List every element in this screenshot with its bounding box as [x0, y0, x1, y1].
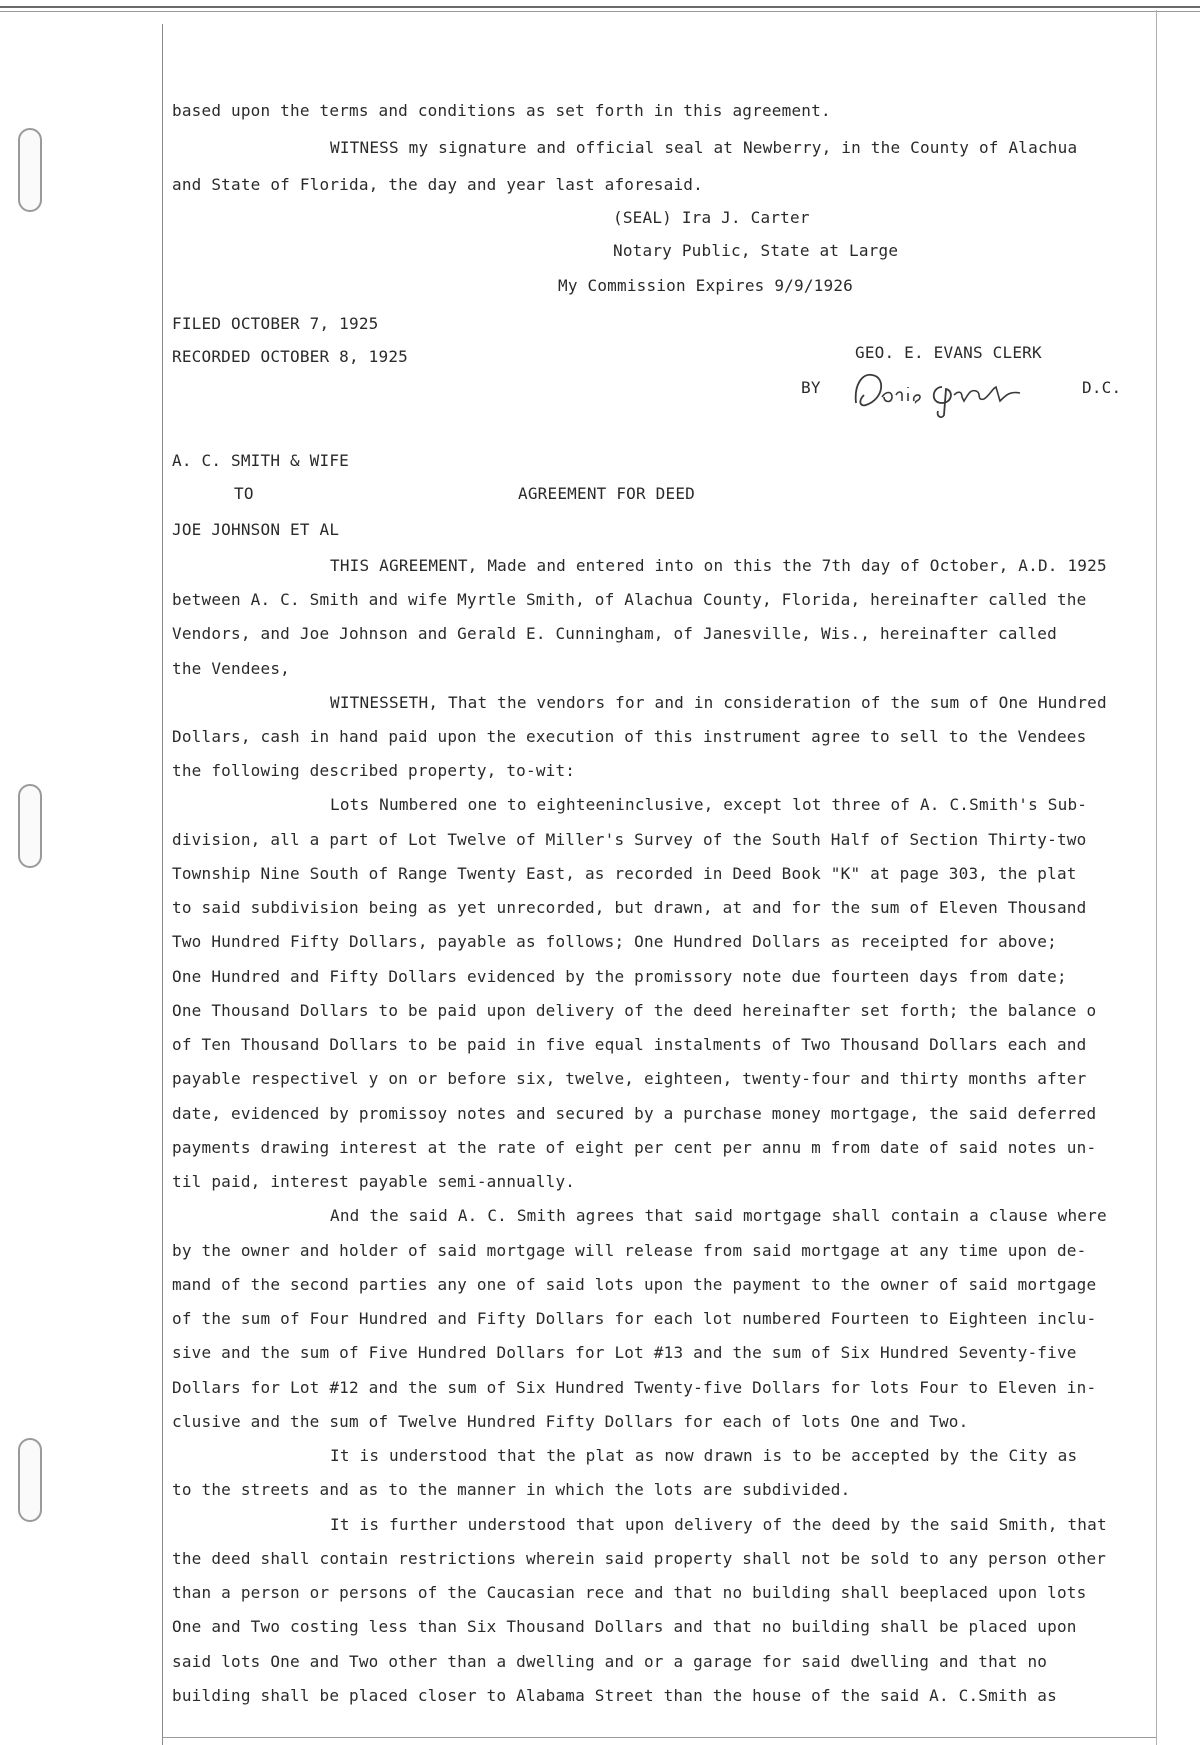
body-line: to the streets and as to the manner in which the lots are subdivided. — [172, 1480, 851, 1499]
party-one: A. C. SMITH & WIFE — [172, 451, 349, 470]
body-line: Dollars, cash in hand paid upon the execution of this instrument agree to sell to the Vendees — [172, 727, 1087, 746]
bottom-border-rule — [162, 1737, 1156, 1738]
certificate-line: based upon the terms and conditions as set forth in this agreement. — [172, 101, 831, 120]
body-line: Vendors, and Joe Johnson and Gerald E. Cunningham, of Janesville, Wis., hereinafter called — [172, 624, 1057, 643]
body-line: clusive and the sum of Twelve Hundred Fifty Dollars for each of lots One and Two. — [172, 1412, 969, 1431]
left-margin-line — [162, 24, 163, 1745]
body-line: It is understood that the plat as now drawn is to be accepted by the City as — [330, 1446, 1078, 1465]
body-line: payable respectivel y on or before six, twelve, eighteen, twenty-four and thirty months after — [172, 1069, 1087, 1088]
body-line: Two Hundred Fifty Dollars, payable as follows; One Hundred Dollars as receipted for above; — [172, 932, 1057, 951]
commission-expiry-line: My Commission Expires 9/9/1926 — [558, 276, 853, 295]
body-line: sive and the sum of Five Hundred Dollars for Lot #13 and the sum of Six Hundred Seventy-five — [172, 1343, 1077, 1362]
top-border-rule — [0, 6, 1200, 8]
body-line: date, evidenced by promissoy notes and secured by a purchase money mortgage, the said deferred — [172, 1104, 1097, 1123]
body-line: by the owner and holder of said mortgage will release from said mortgage at any time upon de- — [172, 1241, 1087, 1260]
body-line: Lots Numbered one to eighteeninclusive, except lot three of A. C.Smith's Sub- — [330, 795, 1088, 814]
body-line: One Hundred and Fifty Dollars evidenced by the promissory note due fourteen days from date; — [172, 967, 1067, 986]
top-border-rule-secondary — [0, 11, 1200, 12]
body-line: the following described property, to-wit: — [172, 761, 576, 780]
body-line: between A. C. Smith and wife Myrtle Smith, of Alachua County, Florida, hereinafter called the — [172, 590, 1087, 609]
body-line: WITNESSETH, That the vendors for and in consideration of the sum of One Hundred — [330, 693, 1107, 712]
body-line: And the said A. C. Smith agrees that said mortgage shall contain a clause where — [330, 1206, 1107, 1225]
by-label: BY — [801, 378, 821, 397]
document-title: AGREEMENT FOR DEED — [518, 484, 695, 503]
binder-ring-hole — [18, 784, 42, 868]
body-line: til paid, interest payable semi-annually. — [172, 1172, 576, 1191]
binder-ring-hole — [18, 128, 42, 212]
right-margin-line — [1156, 10, 1157, 1745]
body-line: It is further understood that upon delivery of the deed by the said Smith, that — [330, 1515, 1107, 1534]
deputy-clerk-label: D.C. — [1082, 378, 1122, 397]
certificate-line: and State of Florida, the day and year last aforesaid. — [172, 175, 703, 194]
body-line: payments drawing interest at the rate of eight per cent per annu m from date of said notes un- — [172, 1138, 1097, 1157]
caption-to: TO — [234, 484, 254, 503]
body-line: the deed shall contain restrictions wherein said property shall not be sold to any person other — [172, 1549, 1107, 1568]
certificate-line: WITNESS my signature and official seal at Newberry, in the County of Alachua — [330, 138, 1078, 157]
body-line: the Vendees, — [172, 659, 290, 678]
body-line: to said subdivision being as yet unrecorded, but drawn, at and for the sum of Eleven Thousand — [172, 898, 1087, 917]
clerk-name: GEO. E. EVANS CLERK — [855, 343, 1042, 362]
binder-ring-hole — [18, 1438, 42, 1522]
clerk-signature — [850, 365, 1050, 420]
body-line: than a person or persons of the Caucasian rece and that no building shall beeplaced upon lots — [172, 1583, 1087, 1602]
body-line: THIS AGREEMENT, Made and entered into on this the 7th day of October, A.D. 1925 — [330, 556, 1107, 575]
body-line: One and Two costing less than Six Thousand Dollars and that no building shall be placed upon — [172, 1617, 1077, 1636]
notary-seal-line: (SEAL) Ira J. Carter — [613, 208, 810, 227]
body-line: Dollars for Lot #12 and the sum of Six Hundred Twenty-five Dollars for lots Four to Eleven in- — [172, 1378, 1097, 1397]
body-line: division, all a part of Lot Twelve of Miller's Survey of the South Half of Section Thirty-two — [172, 830, 1087, 849]
recorded-date: RECORDED OCTOBER 8, 1925 — [172, 347, 408, 366]
notary-title-line: Notary Public, State at Large — [613, 241, 899, 260]
body-line: Township Nine South of Range Twenty East, as recorded in Deed Book "K" at page 303, the plat — [172, 864, 1077, 883]
body-line: One Thousand Dollars to be paid upon delivery of the deed hereinafter set forth; the balance o — [172, 1001, 1097, 1020]
body-line: of the sum of Four Hundred and Fifty Dollars for each lot numbered Fourteen to Eighteen inclu- — [172, 1309, 1097, 1328]
body-line: building shall be placed closer to Alabama Street than the house of the said A. C.Smith as — [172, 1686, 1057, 1705]
body-line: mand of the second parties any one of said lots upon the payment to the owner of said mortgage — [172, 1275, 1097, 1294]
party-two: JOE JOHNSON ET AL — [172, 520, 340, 539]
body-line: said lots One and Two other than a dwelling and or a garage for said dwelling and that no — [172, 1652, 1048, 1671]
body-line: of Ten Thousand Dollars to be paid in five equal instalments of Two Thousand Dollars each and — [172, 1035, 1087, 1054]
filed-date: FILED OCTOBER 7, 1925 — [172, 314, 379, 333]
